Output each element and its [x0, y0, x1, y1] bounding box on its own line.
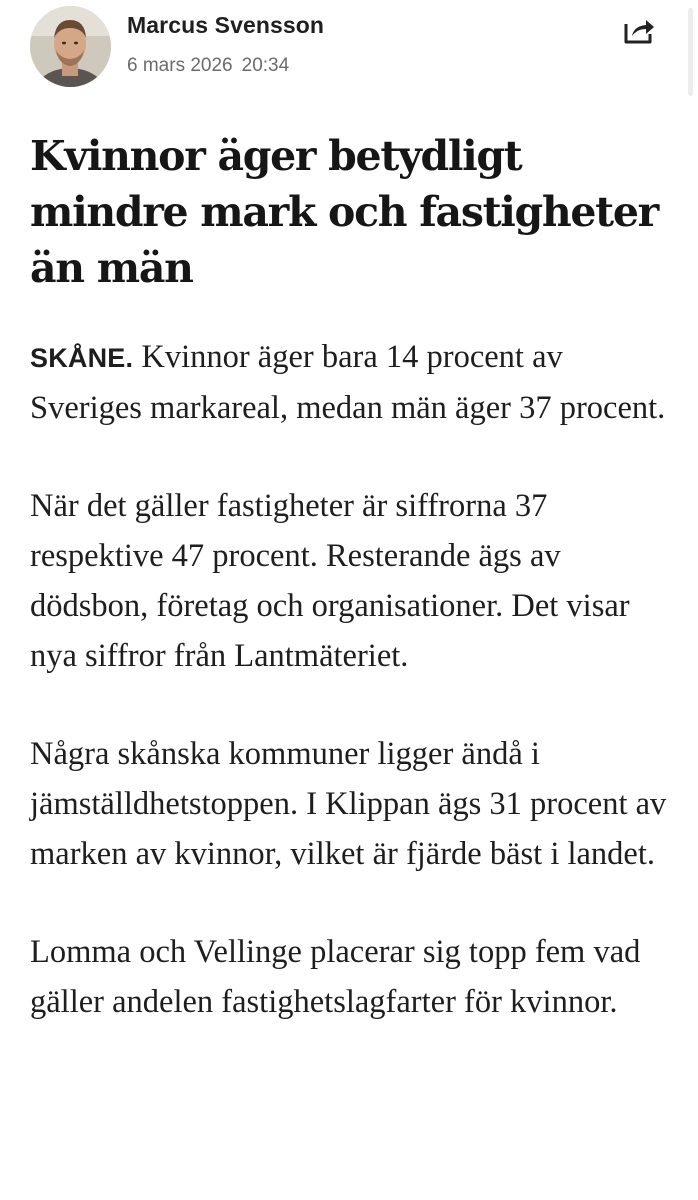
article-headline: Kvinnor äger betydligt mindre mark och fastigheter än män — [30, 132, 658, 292]
share-export-icon — [622, 14, 658, 46]
article-paragraph-3: Några skånska kommuner ligger ändå i jämställdhetstoppen. I Klippan ägs 31 procent av marken av kvinnor, vilket är fjärde bäst i landet. — [30, 736, 667, 872]
author-avatar[interactable] — [30, 6, 111, 87]
article-paragraph-2: När det gäller fastigheter är siffrorna 37 respektive 47 procent. Resterande ägs av dödsbon, företag och organisationer. Det visar nya siffror från Lantmäteriet. — [30, 488, 630, 674]
article-header — [0, 0, 698, 100]
dateline: SKÅNE. — [30, 343, 134, 373]
paragraph-text: Kvinnor äger bara 14 procent av Sveriges markareal, medan män äger 37 procent. — [30, 339, 666, 426]
share-button[interactable] — [622, 14, 658, 46]
avatar-portrait — [30, 6, 111, 87]
article-body — [30, 332, 670, 1075]
publish-time: 20:34 — [241, 55, 290, 76]
article-paragraph-4: Lomma och Vellinge placerar sig topp fem vad gäller andelen fastighetslagfarter för kvinnor. — [30, 934, 641, 1020]
scrollbar[interactable] — [688, 8, 693, 96]
article-paragraph-1 — [30, 332, 670, 433]
publish-meta — [127, 55, 289, 77]
author-name[interactable]: Marcus Svensson — [127, 12, 325, 38]
publish-date: 6 mars 2026 — [127, 55, 233, 76]
